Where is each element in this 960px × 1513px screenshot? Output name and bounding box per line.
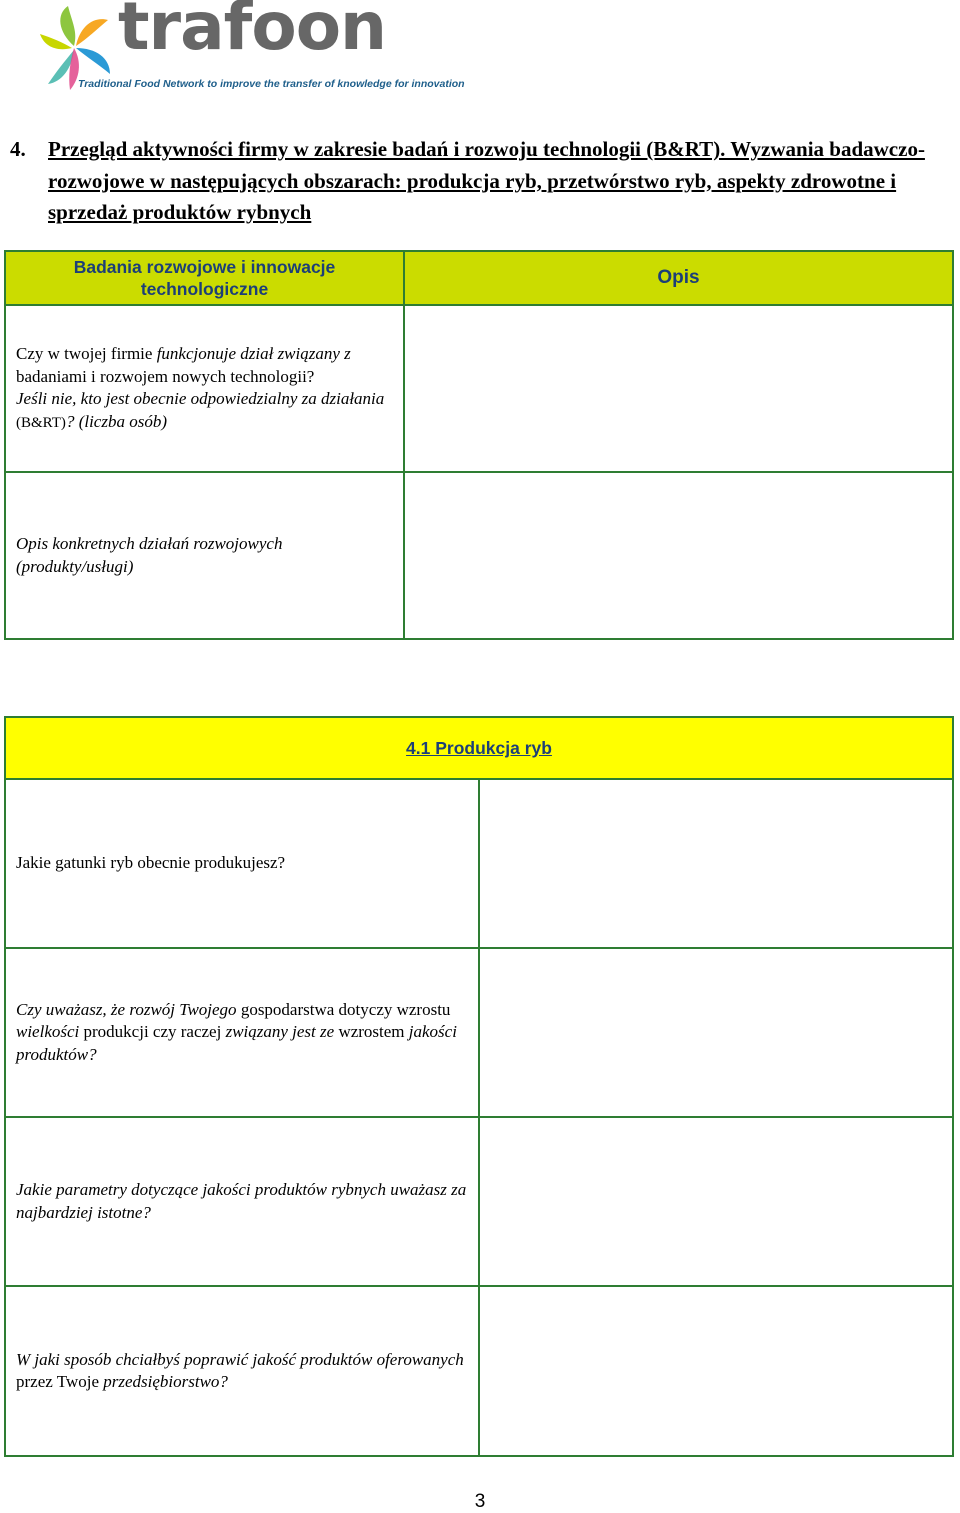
answer-cell[interactable] <box>479 948 953 1117</box>
fish-production-header <box>5 717 953 779</box>
table-row <box>5 1117 953 1286</box>
question-rnd-activities: Opis konkretnych działań rozwojowych (produkty/usługi) <box>5 472 404 639</box>
question-rnd-department: Czy w twojej firmie funkcjonuje dział związany z badaniami i rozwojem nowych technologii? Jeśli nie, kto jest obecnie odpowiedzialny za działania (B&RT)? (liczba osób) <box>5 305 404 472</box>
table-row <box>5 1286 953 1456</box>
trafoon-logo <box>38 0 465 94</box>
answer-cell[interactable] <box>479 1286 953 1456</box>
table-row <box>5 305 953 472</box>
answer-cell[interactable] <box>479 779 953 948</box>
table-row <box>5 779 953 948</box>
answer-cell[interactable] <box>404 472 953 639</box>
table-row <box>5 472 953 639</box>
header-rnd-label: Badania rozwojowe i innowacje technologiczne <box>5 251 404 305</box>
question-improve-quality: W jaki sposób chciałbyś poprawić jakość produktów oferowanych przez Twoje przedsiębiorstwo? <box>5 1286 479 1456</box>
fish-production-table <box>4 716 954 1457</box>
rnd-table-header <box>5 251 953 305</box>
page-number: 3 <box>474 1491 486 1512</box>
question-farm-development: Czy uważasz, że rozwój Twojego gospodarstwa dotyczy wzrostu wielkości produkcji czy raczej związany jest ze wzrostem jakości produktów? <box>5 948 479 1117</box>
section-title: 4.1 Produkcja ryb <box>5 717 953 779</box>
question-fish-species: Jakie gatunki ryb obecnie produkujesz? <box>5 779 479 948</box>
logo-wordmark: trafoon <box>118 0 387 65</box>
header-opis-label: Opis <box>404 251 953 305</box>
answer-cell[interactable] <box>404 305 953 472</box>
heading-text: Przegląd aktywności firmy w zakresie badań i rozwoju technologii (B&RT). Wyzwania badawczo-rozwojowe w następujących obszarach: produkcja ryb, przetwórstwo ryb, aspekty zdrowotne i sprzedaż produktów rybnych <box>48 137 925 224</box>
table-row <box>5 948 953 1117</box>
question-quality-parameters: Jakie parametry dotyczące jakości produktów rybnych uważasz za najbardziej istotne? <box>5 1117 479 1286</box>
logo-tagline: Traditional Food Network to improve the transfer of knowledge for innovation <box>78 78 465 90</box>
rnd-table <box>4 250 954 640</box>
heading-number: 4. <box>10 137 26 161</box>
answer-cell[interactable] <box>479 1117 953 1286</box>
